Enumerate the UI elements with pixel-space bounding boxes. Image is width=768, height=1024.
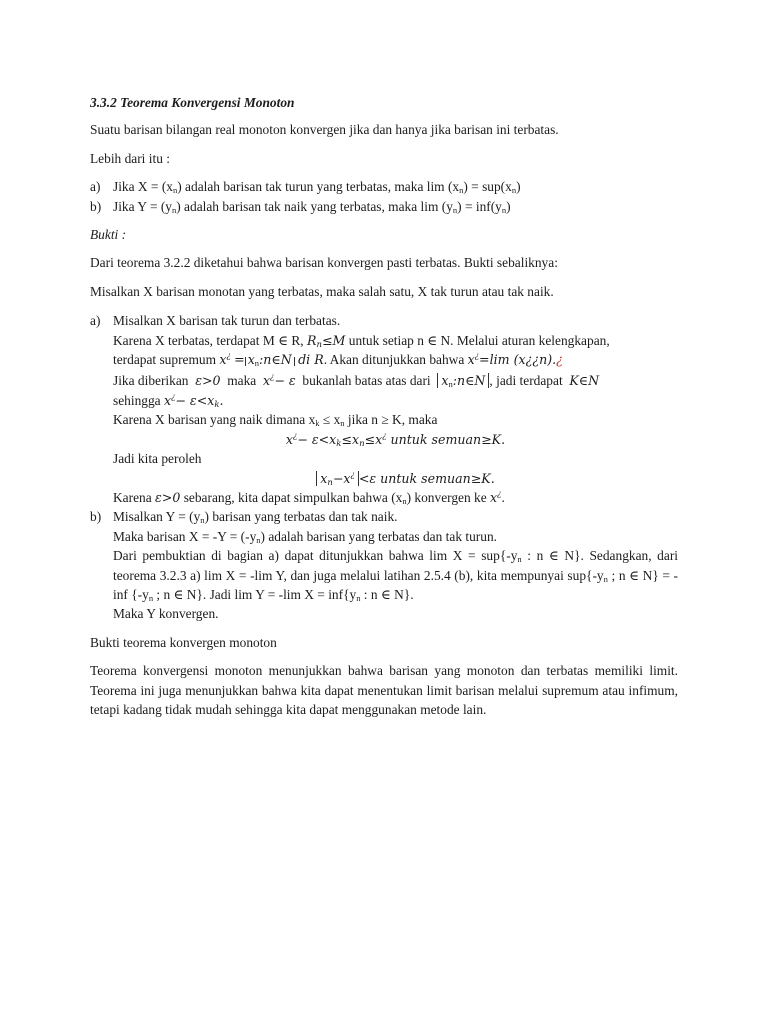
intro-more: Lebih dari itu :	[90, 150, 170, 166]
theorem-statement: Suatu barisan bilangan real monoton konvergen jika dan hanya jika barisan ini terbatas.	[90, 122, 559, 138]
proof-caption: Bukti teorema konvergen monoton	[90, 634, 277, 650]
theorem-list	[90, 177, 678, 216]
conclusion-paragraph: Teorema konvergensi monoton menunjukkan bahwa barisan yang monoton dan terbatas memiliki limit. Teorema ini juga menunjukkan bahwa kita dapat menentukan limit barisan melalui supremum atau infimum, tetapi kadang tidak mudah sehingga kita dapat menggunakan metode lain.	[90, 663, 678, 717]
section-title: 3.3.2 Teorema Konvergensi Monoton	[90, 95, 295, 110]
document-page	[90, 93, 678, 719]
proof-case-b: b) Misalkan $Y = (y_n)$ barisan yang terbatas dan tak naik. Maka barisan $X = -Y = (-y_n)$ adalah barisan yang terbatas dan tak turun. Dari pembuktian di bagian a) dapat ditunjukkan bahwa $\lim X = sup\{-y_n$ : n ∈ N}. Sedangkan, dari teorema 3.2.3 a) lim X = -lim Y, dan juga melalui latihan 2.5.4 (b), kita mempunyai $sup\{-y_n$ ; n ∈ N} = -inf {$-y_n$ ; n ∈ N}. Jadi lim Y = -lim $X = inf\{y_n$ : n ∈ N}. Maka Y konvergen.	[90, 509, 679, 622]
list-item: b) Jika $Y = (y_n)$ adalah barisan tak naik yang terbatas, maka $\lim (y_n) = inf(y_n)$	[90, 198, 511, 215]
proof-case-split: Misalkan X barisan monotan yang terbatas, maka salah satu, X tak turun atau tak naik.	[90, 283, 554, 299]
proof-heading: Bukti :	[90, 227, 127, 243]
proof-intro: Dari teorema 3.2.2 diketahui bahwa barisan konvergen pasti terbatas. Bukti sebaliknya:	[90, 255, 558, 271]
list-item: a) Jika $X = (x_n)$ adalah barisan tak turun yang terbatas, maka $\lim (x_n) = sup(x_n)$	[90, 179, 521, 196]
proof-case-a: a) Misalkan X barisan tak turun dan terbatas. Karena X terbatas, terdapat M ∈ R, $R_n\le M$ untuk setiap n ∈ N. Melalui aturan kelengkapan, terdapat supremum $x^¿ = x_n:n\in N$ di R. Akan ditunjukkan bahwa x¿=lim (x¿¿n).¿ Jika diberikan ε>0 maka x¿− ε bukanlah batas atas dari $x_n:n\in N$ , jadi terdapat K∈N sehingga $x^¿- \varepsilon<x_k$. Karena X barisan yang naik dimana $x_k \le x_n$ jika n ≥ K, maka $x^¿- \varepsilon<x_k\le x_n\le x^¿$ untuk semuan≥K. Jadi kita peroleh $x_n-x^¿ <\varepsilon$ untuk semuan≥K. Karena ε>0 sebarang, kita dapat simpulkan bahwa $(x_n)$ konvergen ke x¿.	[90, 313, 610, 506]
